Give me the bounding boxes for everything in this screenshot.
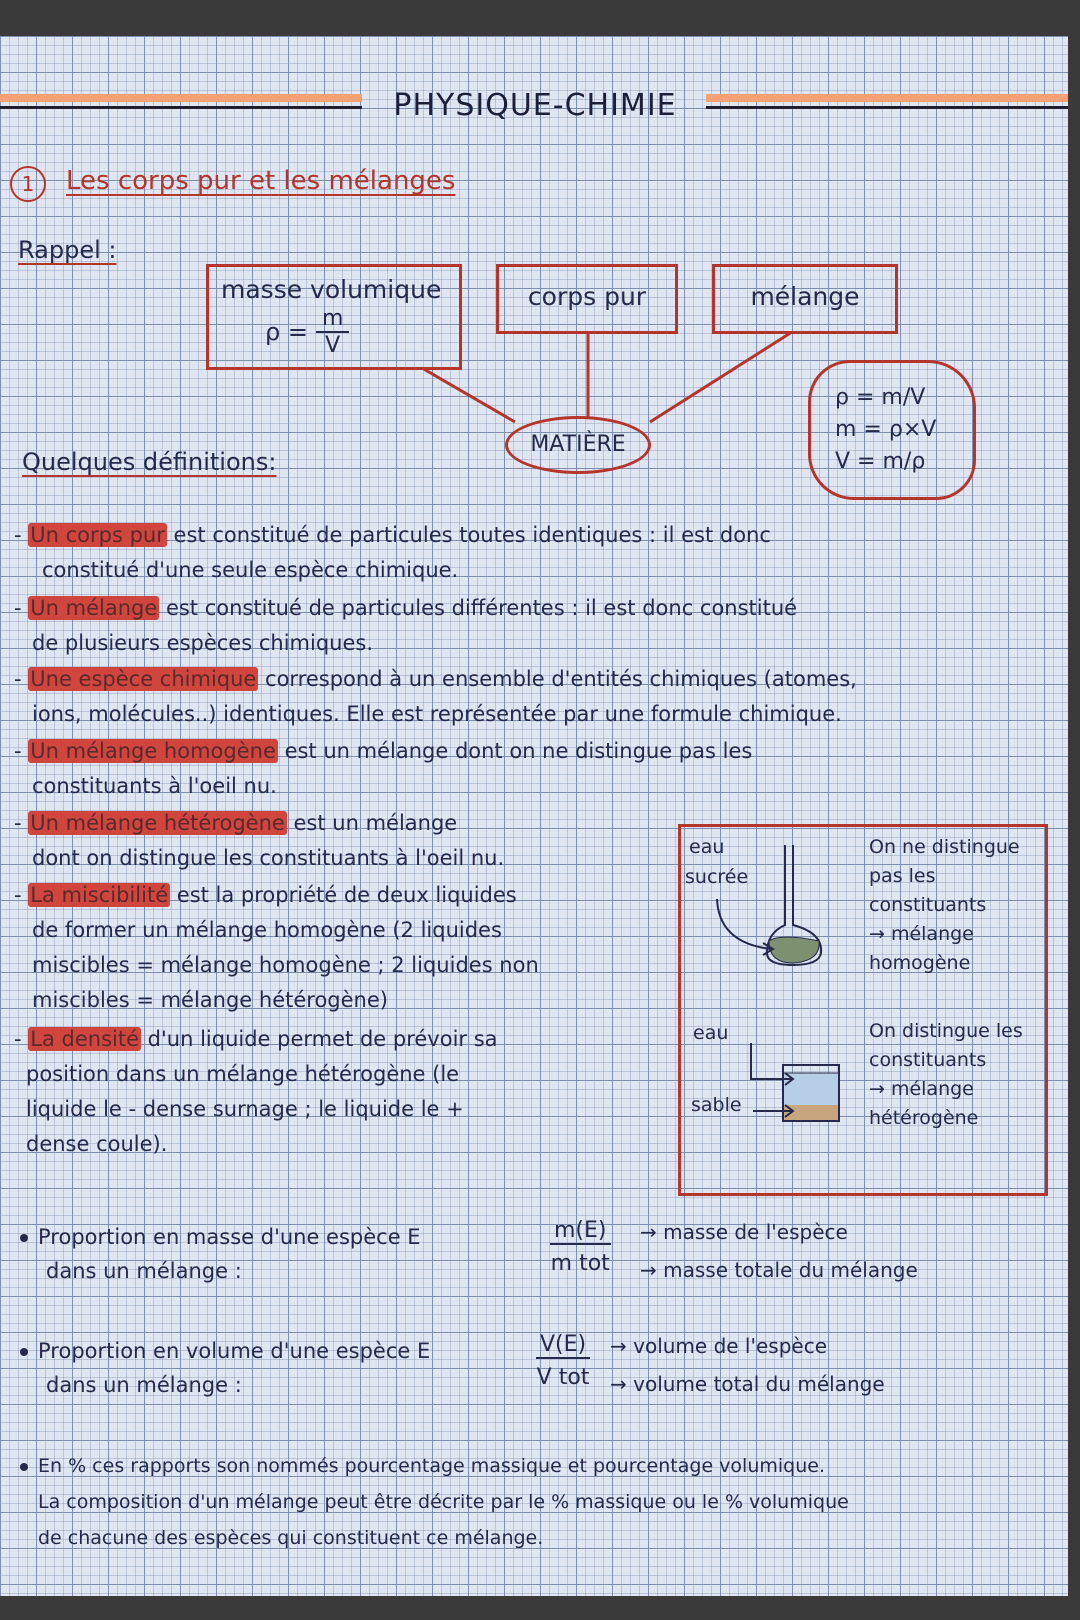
box-corps-pur (496, 264, 678, 334)
explanation-line: constituants (869, 1049, 987, 1071)
definition-text: dont on distingue les constituants à l'oeil nu. (32, 846, 505, 870)
definition-text: miscibles = mélange homogène ; 2 liquides non (32, 953, 539, 977)
fraction-masse-numerator: m(E) (550, 1218, 611, 1245)
definition-melange-heterogene: - Un mélange hétérogène est un mélange dont on distingue les constituants à l'oeil nu. (14, 811, 505, 870)
proportion-masse (20, 1220, 540, 1288)
explanation-line: → mélange (869, 923, 974, 945)
label-eau-bottom: eau (693, 1022, 729, 1044)
formula-cloud (808, 360, 976, 500)
fraction-masse-denominator: m tot (550, 1251, 610, 1276)
definition-text: correspond à un ensemble d'entités chimiques (atomes, (258, 667, 857, 691)
definition-miscibilite: - La miscibilité est la propriété de deux liquides de former un mélange homogène (2 liquides miscibles = mélange homogène ; 2 liquides non miscibles = mélange hétérogène) (14, 883, 539, 1012)
formula-v: V = m/ρ (835, 449, 926, 474)
definition-text: constituants à l'oeil nu. (32, 774, 277, 798)
fraction-volume-numerator: V(E) (536, 1332, 590, 1359)
definition-espece-chimique: - Une espèce chimique correspond à un ensemble d'entités chimiques (atomes, ions, molécules..) identiques. Elle est représentée par une formule chimique. (14, 667, 857, 726)
explanation-line: pas les constituants (869, 865, 987, 916)
proportion-masse-line: Proportion en masse d'une espèce E (38, 1225, 421, 1249)
pourcentage-line: de chacune des espèces qui constituent ce mélange. (38, 1527, 544, 1549)
melange-label: mélange (750, 282, 860, 311)
term-miscibilite: La miscibilité (30, 883, 169, 907)
explanation-line: hétérogène (869, 1107, 979, 1129)
corps-pur-label: corps pur (527, 282, 647, 311)
definition-text: d'un liquide permet de prévoir sa (141, 1027, 498, 1051)
fraction-masse (550, 1218, 611, 1276)
definition-text: liquide le - dense surnage ; le liquide le + (26, 1097, 464, 1121)
definition-text: miscibles = mélange hétérogène) (32, 988, 388, 1012)
definition-text: est constitué de particules différentes : il est donc constitué (159, 596, 798, 620)
pourcentage-line: La composition d'un mélange peut être décrite par le % massique ou le % volumique (38, 1491, 849, 1513)
pourcentage-line: En % ces rapports son nommés pourcentage massique et pourcentage volumique. (38, 1455, 825, 1477)
explanation-line: On distingue les (869, 1020, 1023, 1042)
term-espece-chimique: Une espèce chimique (30, 667, 257, 691)
matiere-ellipse: MATIÈRE (505, 416, 651, 474)
definition-corps-pur: - Un corps pur est constitué de particules toutes identiques : il est donc constitué d'une seule espèce chimique. (14, 523, 771, 582)
experiment-box (678, 824, 1048, 1196)
box-masse-volumique (206, 264, 462, 370)
proportion-volume-line: dans un mélange : (46, 1373, 242, 1397)
masse-totale-note: → masse totale du mélange (640, 1258, 918, 1282)
section-number: 1 (10, 166, 46, 202)
explanation-line: → mélange (869, 1078, 974, 1100)
definition-text: position dans un mélange hétérogène (le (26, 1062, 460, 1086)
volume-espece-note: → volume de l'espèce (610, 1334, 828, 1358)
homogene-explanation (869, 833, 1045, 978)
fraction-volume (536, 1332, 590, 1390)
term-melange: Un mélange (30, 596, 158, 620)
masse-volumique-label: masse volumique (221, 275, 442, 304)
definition-melange-homogene: - Un mélange homogène est un mélange dont on ne distingue pas les constituants à l'oeil nu. (14, 739, 753, 798)
section-title: Les corps pur et les mélanges (66, 166, 456, 196)
definitions-heading: Quelques définitions: (22, 448, 277, 476)
definition-text: est un mélange (286, 811, 458, 835)
proportion-volume-line: Proportion en volume d'une espèce E (38, 1339, 431, 1363)
rappel-heading: Rappel : (18, 236, 117, 264)
formula-m: m = ρ×V (835, 417, 937, 442)
masse-volumique-denominator: V (325, 333, 341, 358)
definition-text: est la propriété de deux liquides (170, 883, 517, 907)
box-melange (712, 264, 898, 334)
proportion-volume (20, 1334, 540, 1402)
definition-melange: - Un mélange est constitué de particules différentes : il est donc constitué de plusieurs espèces chimiques. (14, 596, 798, 655)
term-melange-heterogene: Un mélange hétérogène (30, 811, 285, 835)
explanation-line: homogène (869, 952, 971, 974)
beaker-icon (721, 1027, 851, 1137)
notebook-page (0, 36, 1068, 1596)
formula-rho: ρ = m/V (835, 385, 926, 410)
masse-volumique-numerator: m (316, 306, 349, 333)
definition-text: est constitué de particules toutes identiques : il est donc (166, 523, 771, 547)
term-melange-homogene: Un mélange homogène (30, 739, 276, 763)
masse-espece-note: → masse de l'espèce (640, 1220, 848, 1244)
fraction-volume-denominator: V tot (536, 1365, 590, 1390)
definition-densite: - La densité d'un liquide permet de prévoir sa position dans un mélange hétérogène (le liquide le - dense surnage ; le liquide le + dense coule). (14, 1027, 498, 1156)
bullet-icon (20, 1463, 28, 1471)
bullet-icon (20, 1234, 28, 1242)
explanation-line: On ne distingue (869, 836, 1020, 858)
pourcentage-note (20, 1448, 1060, 1556)
term-densite: La densité (30, 1027, 139, 1051)
definition-text: de plusieurs espèces chimiques. (32, 631, 374, 655)
label-sucree: sucrée (685, 866, 749, 888)
term-corps-pur: Un corps pur (30, 523, 165, 547)
rho-symbol: ρ = (265, 318, 308, 346)
label-sable: sable (691, 1094, 742, 1116)
flask-icon (711, 837, 851, 977)
definition-text: ions, molécules..) identiques. Elle est représentée par une formule chimique. (32, 702, 842, 726)
definition-text: constitué d'une seule espèce chimique. (42, 558, 459, 582)
definition-text: est un mélange dont on ne distingue pas les (277, 739, 753, 763)
proportion-masse-line: dans un mélange : (46, 1259, 242, 1283)
label-eau-top: eau (689, 836, 725, 858)
page-title: PHYSIQUE-CHIMIE (393, 88, 677, 123)
definition-text: de former un mélange homogène (2 liquides (32, 918, 502, 942)
bullet-icon (20, 1348, 28, 1356)
heterogene-explanation (869, 1017, 1045, 1133)
volume-total-note: → volume total du mélange (610, 1372, 885, 1396)
definition-text: dense coule). (26, 1132, 168, 1156)
